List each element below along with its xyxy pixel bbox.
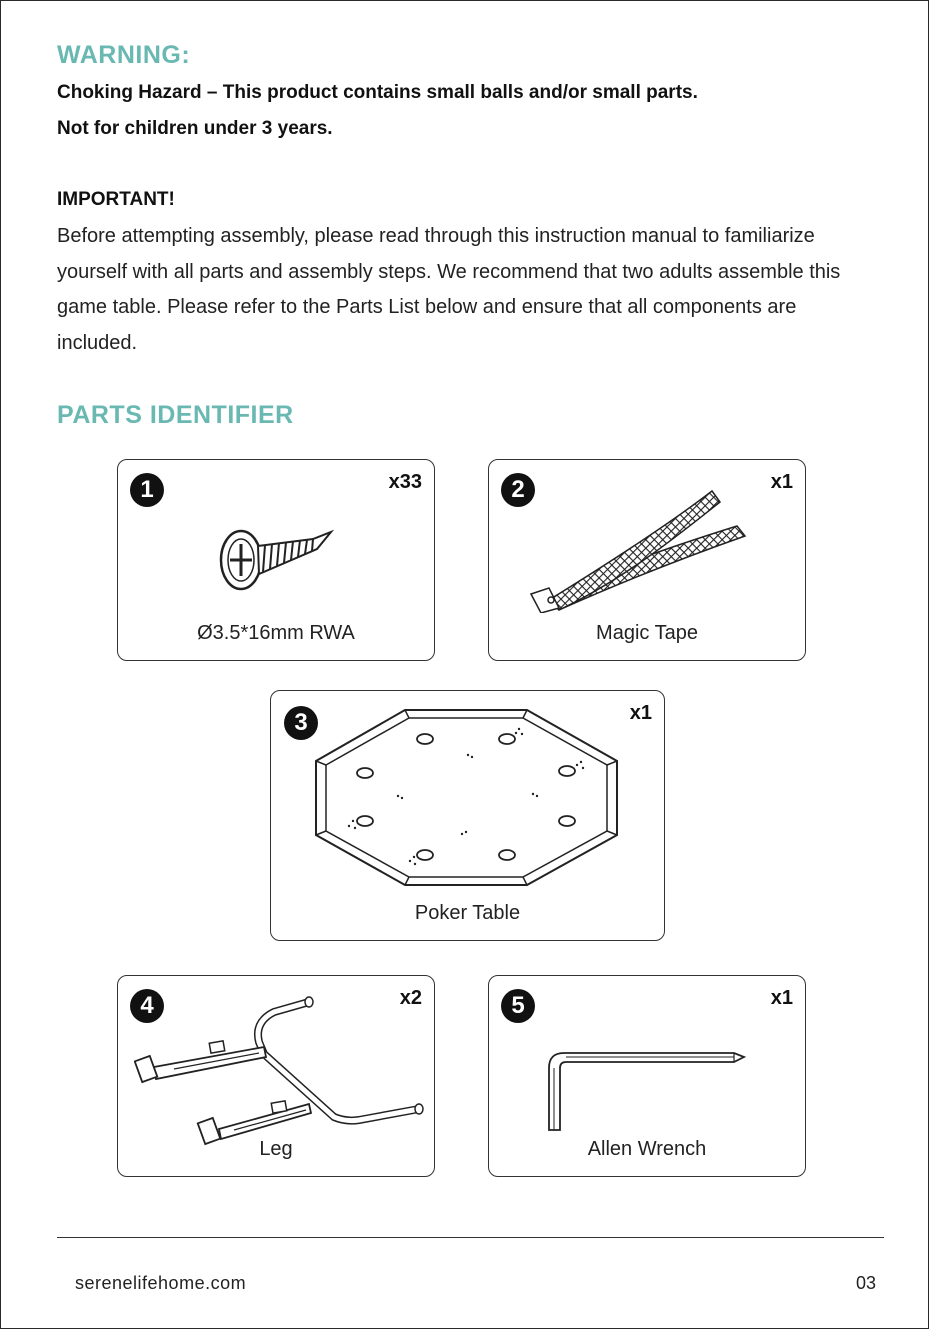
poker-table-icon — [313, 707, 623, 893]
part-name: Poker Table — [414, 902, 521, 924]
part-quantity: x1 — [770, 987, 793, 1009]
part-name: Ø3.5*16mm RWA — [197, 622, 355, 644]
part-name: Allen Wrench — [587, 1138, 707, 1160]
important-heading: IMPORTANT! — [57, 189, 175, 210]
part-number-badge: 3 — [284, 706, 318, 740]
warning-line-2: Not for children under 3 years. — [57, 118, 333, 139]
part-card-leg — [117, 975, 435, 1177]
part-quantity: x2 — [399, 987, 422, 1009]
part-number-badge: 2 — [501, 473, 535, 507]
part-number-badge: 4 — [130, 989, 164, 1023]
footer-website: serenelifehome.com — [75, 1273, 247, 1293]
part-card-poker-table — [270, 690, 665, 941]
magic-tape-icon — [527, 488, 752, 613]
part-card-screw — [117, 459, 435, 661]
screw-icon — [213, 518, 338, 598]
leg-icon — [134, 992, 424, 1152]
part-quantity: x1 — [770, 471, 793, 493]
part-quantity: x33 — [388, 471, 422, 493]
warning-line-1: Choking Hazard – This product contains small balls and/or small parts. — [57, 82, 698, 103]
part-name: Magic Tape — [596, 622, 698, 644]
important-text: Before attempting assembly, please read through this instruction manual to familiarize yourself with all parts and assembly steps. We recommend that two adults assemble this game table. Please refer to the Parts List below and ensure that all components are included. — [57, 225, 841, 354]
part-quantity: x1 — [629, 702, 652, 724]
page-number: 03 — [855, 1273, 876, 1293]
part-number-badge: 5 — [501, 989, 535, 1023]
footer-divider — [57, 1237, 884, 1238]
part-card-magic-tape — [488, 459, 806, 661]
warning-heading: WARNING: — [57, 41, 191, 69]
allen-wrench-icon — [544, 1048, 754, 1138]
part-number-badge: 1 — [130, 473, 164, 507]
parts-identifier-heading: PARTS IDENTIFIER — [57, 401, 294, 429]
part-name: Leg — [259, 1138, 293, 1160]
part-card-allen-wrench — [488, 975, 806, 1177]
